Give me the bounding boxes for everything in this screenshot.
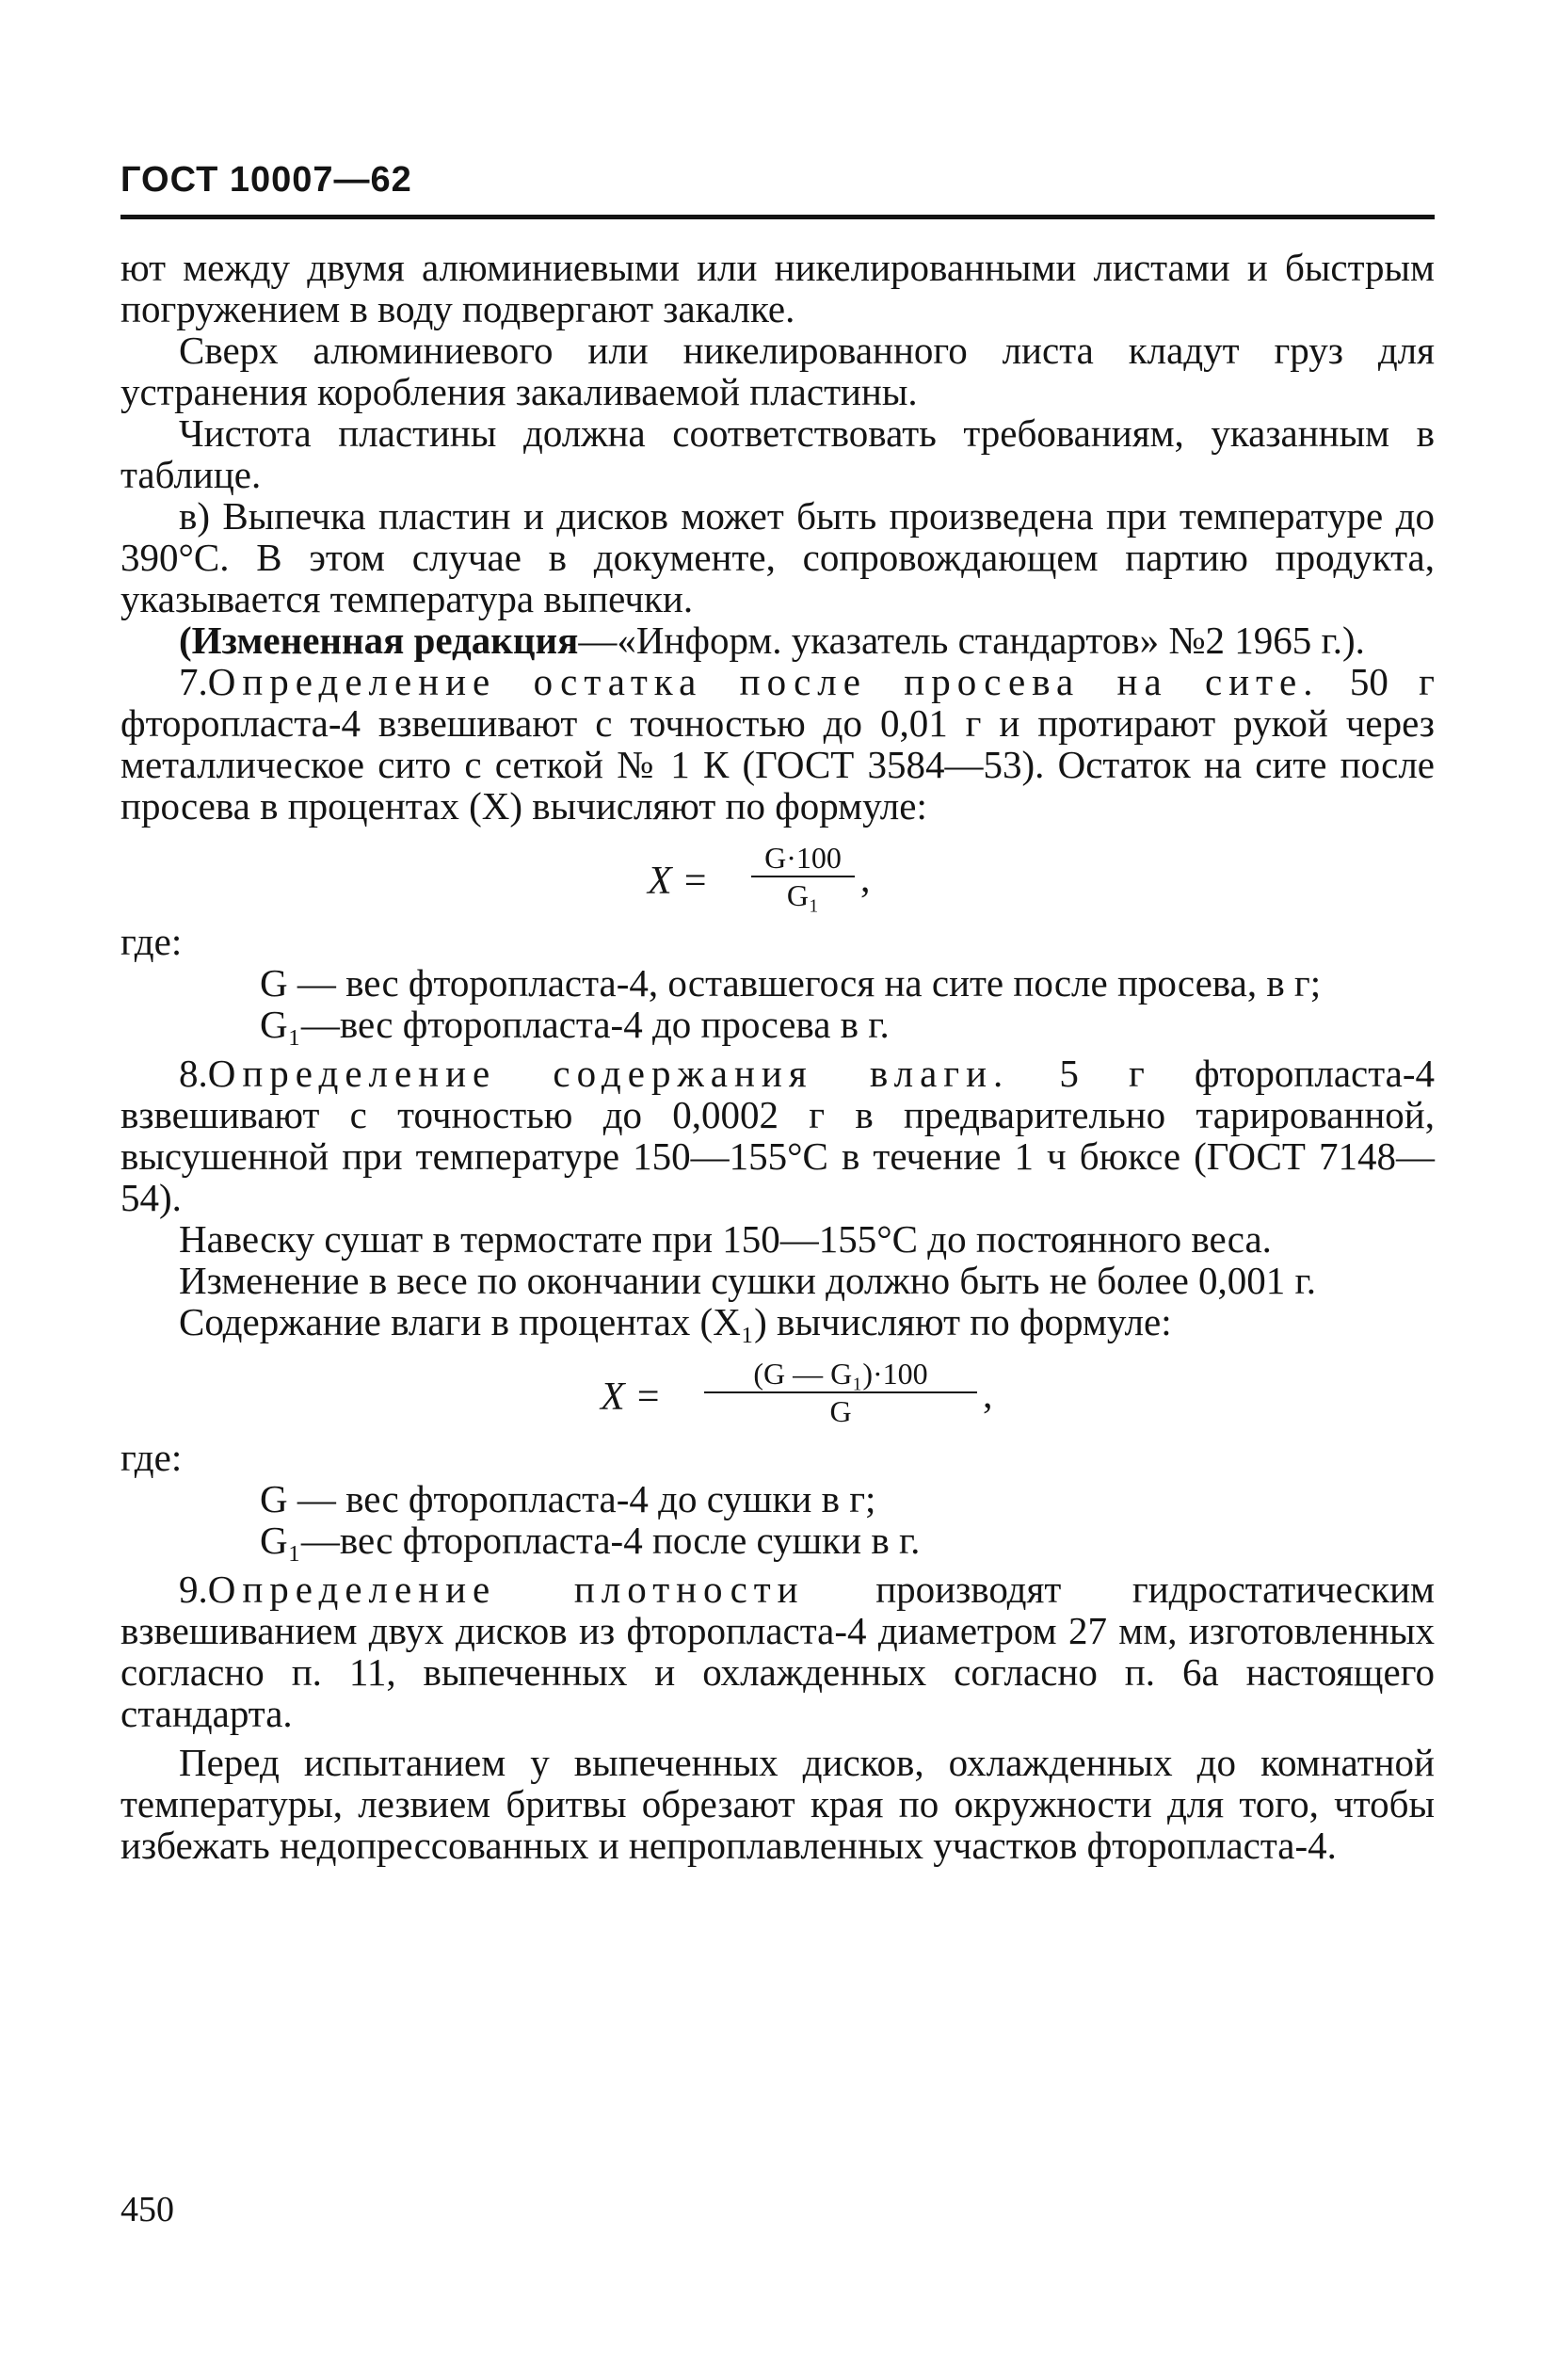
- formula-moisture-lhs: X =: [601, 1375, 662, 1419]
- formula-residue-numerator: G·100: [764, 841, 842, 875]
- body-text: [120, 247, 1435, 1866]
- formula-residue: [120, 827, 1435, 917]
- definition-g-drying: G — вес фторопласта-4 до сушки в г;: [260, 1477, 876, 1520]
- section-7-number: 7.: [179, 660, 208, 703]
- where-label-1: где:: [120, 920, 183, 963]
- formula-residue-lhs: X =: [648, 860, 709, 903]
- paragraph-moisture-formula-intro: Содержание влаги в процентах (X₁) вычисляют по формуле:: [179, 1300, 1172, 1343]
- section-9: [120, 1568, 1435, 1734]
- section-9-heading: Определение плотности: [207, 1568, 805, 1611]
- page-number: 450: [120, 2190, 174, 2229]
- formula-residue-denominator: G₁: [786, 878, 820, 912]
- formula-moisture-comma: ,: [983, 1374, 993, 1417]
- amendment-label: (Измененная редакция: [179, 619, 579, 662]
- paragraph-weight: Сверх алюминиевого или никелированного листа кладут груз для устранения коробления закаливаемой пластины.: [120, 329, 1435, 413]
- formula-moisture-denominator: G: [829, 1394, 852, 1428]
- formula-residue-comma: ,: [860, 858, 871, 901]
- paragraph-weight-change: Изменение в весе по окончании сушки должно быть не более 0,001 г.: [179, 1259, 1316, 1302]
- formula-residue-fraction: [751, 842, 855, 911]
- running-head: ГОСТ 10007—62: [120, 160, 412, 200]
- section-7: [120, 661, 1435, 827]
- section-8: [120, 1053, 1435, 1218]
- formula-moisture-fraction: [704, 1358, 977, 1427]
- paragraph-amendment: [120, 619, 1435, 661]
- section-8-heading: Определение содержания влаги.: [207, 1052, 1010, 1095]
- paragraph-continuation: ют между двумя алюминиевыми или никелированными листами и быстрым погружением в воду подвергают закалке.: [120, 246, 1435, 330]
- header-rule: [120, 215, 1435, 219]
- amendment-text: —«Информ. указатель стандартов» №2 1965 г.).: [578, 619, 1365, 662]
- section-8-number: 8.: [179, 1052, 208, 1095]
- definition-g1-drying: G₁—вес фторопласта-4 после сушки в г.: [260, 1519, 921, 1562]
- paragraph-trimming: Перед испытанием у выпеченных дисков, охлажденных до комнатной температуры, лезвием бритвы обрезают края по окружности для того, чтобы избежать недопрессованных и непроплавленных участков фторопласта-4.: [120, 1741, 1435, 1867]
- section-9-text: производят гидростатическим взвешиванием двух дисков из фторопласта-4 диаметром 27 мм, изготовленных согласно п. 11, выпеченных и охлажденных согласно п. 6а настоящего стандарта.: [120, 1568, 1435, 1735]
- paragraph-baking: в) Выпечка пластин и дисков может быть произведена при температуре до 390°С. В этом случае в документе, сопровождающем партию продукта, указывается температура выпечки.: [120, 494, 1435, 620]
- paragraph-drying: Навеску сушат в термостате при 150—155°С до постоянного веса.: [179, 1217, 1272, 1261]
- definition-g-sieve: G — вес фторопласта-4, оставшегося на сите после просева, в г;: [260, 961, 1322, 1005]
- paragraph-cleanliness: Чистота пластины должна соответствовать требованиям, указанным в таблице.: [120, 411, 1435, 496]
- formula-moisture-numerator: (G — G₁)·100: [753, 1357, 928, 1391]
- formula-moisture-bar: [704, 1391, 977, 1393]
- formula-residue-bar: [751, 876, 855, 877]
- section-7-heading: Определение остатка после просева на сите.: [207, 660, 1320, 703]
- section-8-text: 5 г фторопласта-4 взвешивают с точностью до 0,0002 г в предварительно тарированной, высушенной при температуре 150—155°С в течение 1 ч бюксе (ГОСТ 7148—54).: [120, 1052, 1435, 1219]
- definition-g1-sieve: G₁—вес фторопласта-4 до просева в г.: [260, 1003, 890, 1046]
- where-label-2: где:: [120, 1436, 183, 1479]
- formula-moisture: [120, 1343, 1435, 1433]
- section-9-number: 9.: [179, 1568, 208, 1611]
- section-7-text: 50 г фторопласта-4 взвешивают с точностью до 0,01 г и протирают рукой через металлическое сито с сеткой № 1 К (ГОСТ 3584—53). Остаток на сите после просева в процентах (X) вычисляют по формуле:: [120, 660, 1435, 828]
